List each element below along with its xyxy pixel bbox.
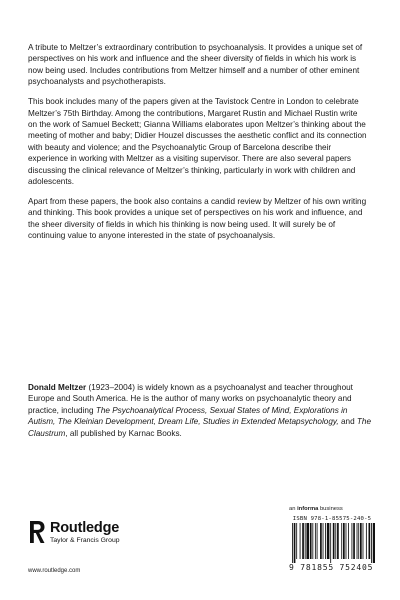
author-name: Donald Meltzer [28,383,87,392]
barcode-bar [341,523,342,559]
barcode-bar [373,523,375,563]
barcode [289,515,375,573]
informa-suffix: business [318,506,343,512]
author-bio-text-3: , all published by Karnac Books. [65,428,182,438]
barcode-bar [325,523,326,559]
barcode-bars [289,523,375,563]
barcode-bar [335,523,336,559]
barcode-bar [296,523,297,559]
routledge-r-icon [28,520,46,544]
author-bio [28,382,372,439]
barcode-bar [306,523,309,559]
barcode-bar [320,523,322,559]
barcode-bar [352,523,353,559]
informa-tagline [289,506,343,512]
blurb-paragraph-3: Apart from these papers, the book also contains a candid review by Meltzer of his own writing and thinking. This book provides a unique set of perspectives on his work and influence, and the sheer diversity of fields in which his thinking is now being used. It will surely be of continuing value to anyone interested in the state of psychoanalysis. [28,196,367,241]
barcode-bar [305,523,306,559]
barcode-bar [292,523,293,563]
barcode-bar [310,523,312,559]
barcode-bar [366,523,367,559]
barcode-bar [300,523,301,559]
barcode-bar [302,523,304,559]
barcode-bar [348,523,349,559]
barcode-bar [343,523,345,559]
barcode-bar [357,523,358,559]
brand-name: Routledge [50,520,120,536]
barcode-bar [312,523,313,559]
barcode-bar [317,523,318,559]
author-paragraph [28,382,372,439]
informa-word: informa [297,506,319,512]
barcode-digits: 9 781855 752405 [289,563,374,572]
author-bio-text-2: and [338,417,357,427]
isbn-text: ISBN 978-1-85575-240-5 [292,516,372,522]
barcode-bar [315,523,316,559]
blurb-paragraph-2: This book includes many of the papers given at the Tavistock Centre in London to celebrate Meltzer’s 75th Birthday. Among the contributions, Margaret Rustin and Michael Rustin write on the work of Samuel Beckett; Gianna Williams elaborates upon Meltzer’s thinking about the meeting of mother and baby; Didier Houzel discusses the aesthetic conflict and its connection with beauty and violence; and the Psychoanalytic Group of Barcelona describe their experience in working with Meltzer as a visiting supervisor. There are also several papers discussing the clinical relevance of Meltzer’s thinking, particularly in work with children and adolescents. [28,97,367,186]
barcode-bar [337,523,339,559]
blurb [28,42,368,250]
publisher-url: www.routledge.com [28,568,81,574]
brand-subtitle: Taylor & Francis Group [50,537,120,544]
barcode-bar [360,523,362,559]
barcode-bar [371,523,372,563]
author-work-claustrum: The Claustrum [28,417,372,438]
informa-prefix: an [289,506,298,512]
barcode-bar [363,523,364,559]
publisher-logo [28,520,158,560]
barcode-bar [327,523,330,559]
barcode-bar [330,523,331,563]
barcode-bar [333,523,335,559]
author-bio-text-1: (1923–2004) is widely known as a psychoanalyst and teacher throughout Europe and South America. He is the author of many works on psychoanalytic theory and practice, including [28,383,353,415]
author-works-list: The Psychoanalytical Process, Sexual States of Mind, Explorations in Autism, The Kleinian Development, Dream Life, Studies in Extended Metapsychology, [28,405,348,427]
barcode-bar [346,523,347,559]
barcode-bar [294,523,296,563]
barcode-bar [369,523,371,559]
barcode-bar [323,523,324,559]
blurb-paragraph-1: A tribute to Meltzer’s extraordinary contribution to psychoanalysis. It provides a unique set of perspectives on his work and influence and the sheer diversity of fields in which his work is now being used. Includes contributions from Meltzer himself and a number of other eminent psychoanalysts and psychotherapists. [28,43,363,87]
barcode-bar [358,523,359,559]
barcode-bar [353,523,355,559]
